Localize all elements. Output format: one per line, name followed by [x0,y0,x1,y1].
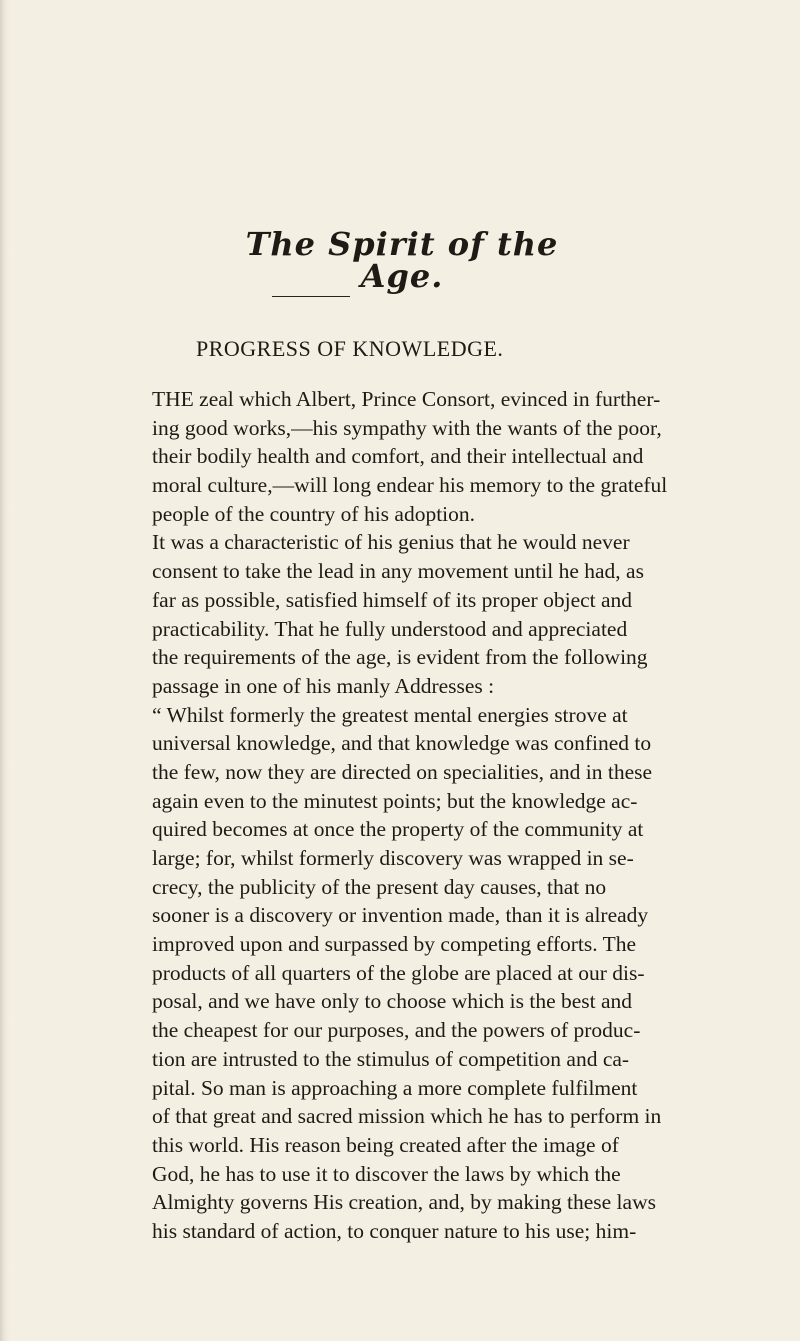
section-title: PROGRESS OF KNOWLEDGE. [196,336,504,361]
body-line: posal, and we have only to choose which is the best and [152,989,633,1014]
body-line: large; for, whilst formerly discovery was wrapped in se- [152,846,634,870]
body-line: God, he has to use it to discover the laws by which the [152,1161,621,1186]
body-line: tion are intrusted to the stimulus of competition and ca- [152,1046,630,1071]
body-line: passage in one of his manly Addresses : [152,673,495,698]
body-line: universal knowledge, and that knowledge was confined to [152,731,652,756]
body-line: the cheapest for our purposes, and the powers of produc- [152,1018,641,1043]
body-line: again even to the minutest points; but the knowledge ac- [152,788,638,813]
body-line: people of the country of his adoption. [152,501,476,526]
body-line: of that great and sacred mission which he has to perform in [152,1104,662,1129]
body-line: their bodily health and comfort, and their intellectual and [152,444,644,469]
body-line: this world. His reason being created after the image of [152,1132,619,1157]
body-line: practicability. That he fully understood and appreciated [152,616,628,641]
body-line: crecy, the publicity of the present day causes, that no [152,874,607,899]
body-line: It was a characteristic of his genius that he would never [152,530,630,555]
body-line: the few, now they are directed on specialities, and in these [152,759,653,784]
body-line: improved upon and surpassed by competing efforts. The [152,932,637,957]
body-line: far as possible, satisfied himself of its proper object and [152,587,633,612]
page-gutter [0,0,10,1341]
body-line: ing good works,—his sympathy with the wants of the poor, [152,415,662,440]
body-line: the requirements of the age, is evident from the following [152,645,648,670]
body-line: sooner is a discovery or invention made, than it is already [152,903,649,928]
body-line: products of all quarters of the globe are placed at our dis- [152,960,645,985]
body-line: THE zeal which Albert, Prince Consort, evinced in further- [152,387,661,411]
running-head: The Spirit of the Age. [245,225,559,295]
body-line: his standard of action, to conquer nature to his use; him- [152,1218,637,1243]
body-line: moral culture,—will long endear his memory to the grateful [152,473,668,498]
body-line: “ Whilst formerly the greatest mental energies strove at [152,702,628,727]
body-line: pital. So man is approaching a more complete fulfilment [152,1075,638,1100]
body-line: consent to take the lead in any movement until he had, as [152,559,644,584]
body-text [152,385,792,1246]
title-rule [272,296,350,297]
body-line: Almighty governs His creation, and, by making these laws [152,1190,656,1215]
body-line: quired becomes at once the property of the community at [152,817,644,842]
